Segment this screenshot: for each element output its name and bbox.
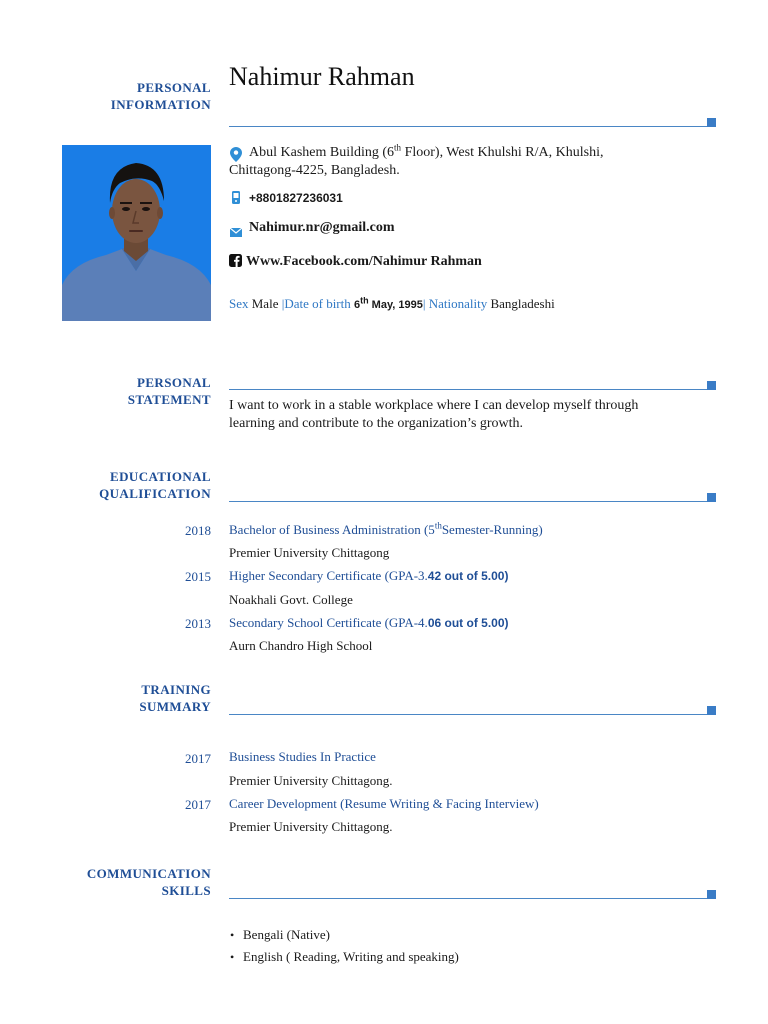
education-institution: Premier University Chittagong bbox=[229, 545, 390, 560]
section-rule bbox=[229, 898, 707, 899]
education-institution: Aurn Chandro High School bbox=[229, 638, 373, 653]
dob-day: 6 bbox=[354, 299, 361, 311]
section-title-line: INFORMATION bbox=[110, 97, 211, 112]
personal-details bbox=[229, 295, 555, 314]
section-title-line: QUALIFICATION bbox=[99, 486, 211, 501]
nationality-label: | Nationality bbox=[422, 296, 488, 311]
ordinal-suffix: th bbox=[394, 142, 402, 153]
section-rule-square bbox=[707, 118, 716, 127]
training-title: Career Development (Resume Writing & Facing Interview) bbox=[229, 796, 539, 811]
nationality-value: Bangladeshi bbox=[490, 296, 555, 311]
dob-rest: May, 1995 bbox=[368, 299, 423, 311]
profile-photo bbox=[62, 145, 211, 321]
facebook-icon bbox=[229, 254, 242, 272]
address-line-2: Chittagong-4225, Bangladesh. bbox=[229, 163, 400, 178]
training-year: 2017 bbox=[185, 751, 211, 766]
degree-grade: 42 out of 5.00) bbox=[427, 569, 509, 583]
section-title-training bbox=[40, 681, 211, 715]
section-rule-square bbox=[707, 706, 716, 715]
education-year: 2015 bbox=[185, 569, 211, 584]
section-title-line: COMMUNICATION bbox=[86, 866, 211, 881]
degree-text: Bachelor of Business Administration (5 bbox=[229, 522, 435, 537]
language-item: English ( Reading, Writing and speaking) bbox=[243, 949, 459, 964]
section-title-line: PERSONAL bbox=[137, 375, 211, 390]
section-title-education bbox=[40, 468, 211, 502]
bullet-point: • bbox=[230, 950, 235, 964]
degree-text: Higher Secondary Certificate (GPA-3. bbox=[229, 568, 428, 583]
degree-text: Semester-Running) bbox=[441, 522, 543, 537]
candidate-name: Nahimur Rahman bbox=[229, 62, 415, 91]
dob-label: |Date of birth bbox=[281, 296, 351, 311]
section-rule-square bbox=[707, 493, 716, 502]
training-institution: Premier University Chittagong. bbox=[229, 819, 393, 834]
education-degree bbox=[229, 521, 543, 539]
section-title-line: SUMMARY bbox=[139, 699, 211, 714]
section-title-communication bbox=[40, 865, 211, 899]
profile-photo-image bbox=[62, 145, 211, 321]
email-address[interactable]: Nahimur.nr@gmail.com bbox=[249, 220, 395, 235]
section-rule bbox=[229, 501, 707, 502]
section-rule-square bbox=[707, 890, 716, 899]
section-rule bbox=[229, 389, 707, 390]
section-title-line: EDUCATIONAL bbox=[110, 469, 211, 484]
sex-value: Male bbox=[251, 296, 279, 311]
section-rule bbox=[229, 126, 707, 127]
address-text: Abul Kashem Building (6 bbox=[249, 145, 395, 160]
section-rule bbox=[229, 714, 707, 715]
phone-number[interactable]: +8801827236031 bbox=[249, 191, 343, 205]
section-title-line: STATEMENT bbox=[127, 392, 211, 407]
training-year: 2017 bbox=[185, 797, 211, 812]
section-title-line: SKILLS bbox=[161, 883, 211, 898]
education-institution: Noakhali Govt. College bbox=[229, 592, 353, 607]
training-institution: Premier University Chittagong. bbox=[229, 773, 393, 788]
sex-label: Sex bbox=[229, 296, 249, 311]
statement-line-2: learning and contribute to the organization’s growth. bbox=[229, 416, 524, 431]
education-degree bbox=[229, 614, 509, 632]
ordinal-suffix: th bbox=[434, 520, 442, 531]
training-title: Business Studies In Practice bbox=[229, 749, 376, 764]
section-title-line: TRAINING bbox=[141, 682, 211, 697]
dob-value bbox=[354, 295, 423, 311]
facebook-link[interactable]: Www.Facebook.com/Nahimur Rahman bbox=[246, 254, 482, 269]
education-year: 2013 bbox=[185, 616, 211, 631]
degree-grade: 06 out of 5.00) bbox=[427, 616, 509, 630]
dob-suffix: th bbox=[360, 295, 369, 306]
address-text: Floor), West Khulshi R/A, Khulshi, bbox=[401, 145, 604, 160]
degree-text: Secondary School Certificate (GPA-4. bbox=[229, 615, 428, 630]
address-line-1 bbox=[249, 144, 603, 162]
section-title-personal-information bbox=[40, 79, 211, 113]
mail-icon bbox=[230, 224, 242, 242]
education-year: 2018 bbox=[185, 523, 211, 538]
education-degree bbox=[229, 567, 508, 585]
bullet-point: • bbox=[230, 928, 235, 942]
phone-icon bbox=[232, 191, 240, 209]
statement-line-1: I want to work in a stable workplace where I can develop myself through bbox=[229, 398, 639, 413]
section-rule-square bbox=[707, 381, 716, 390]
section-title-personal-statement bbox=[40, 374, 211, 408]
section-title-line: PERSONAL bbox=[137, 80, 211, 95]
language-item: Bengali (Native) bbox=[243, 927, 330, 942]
